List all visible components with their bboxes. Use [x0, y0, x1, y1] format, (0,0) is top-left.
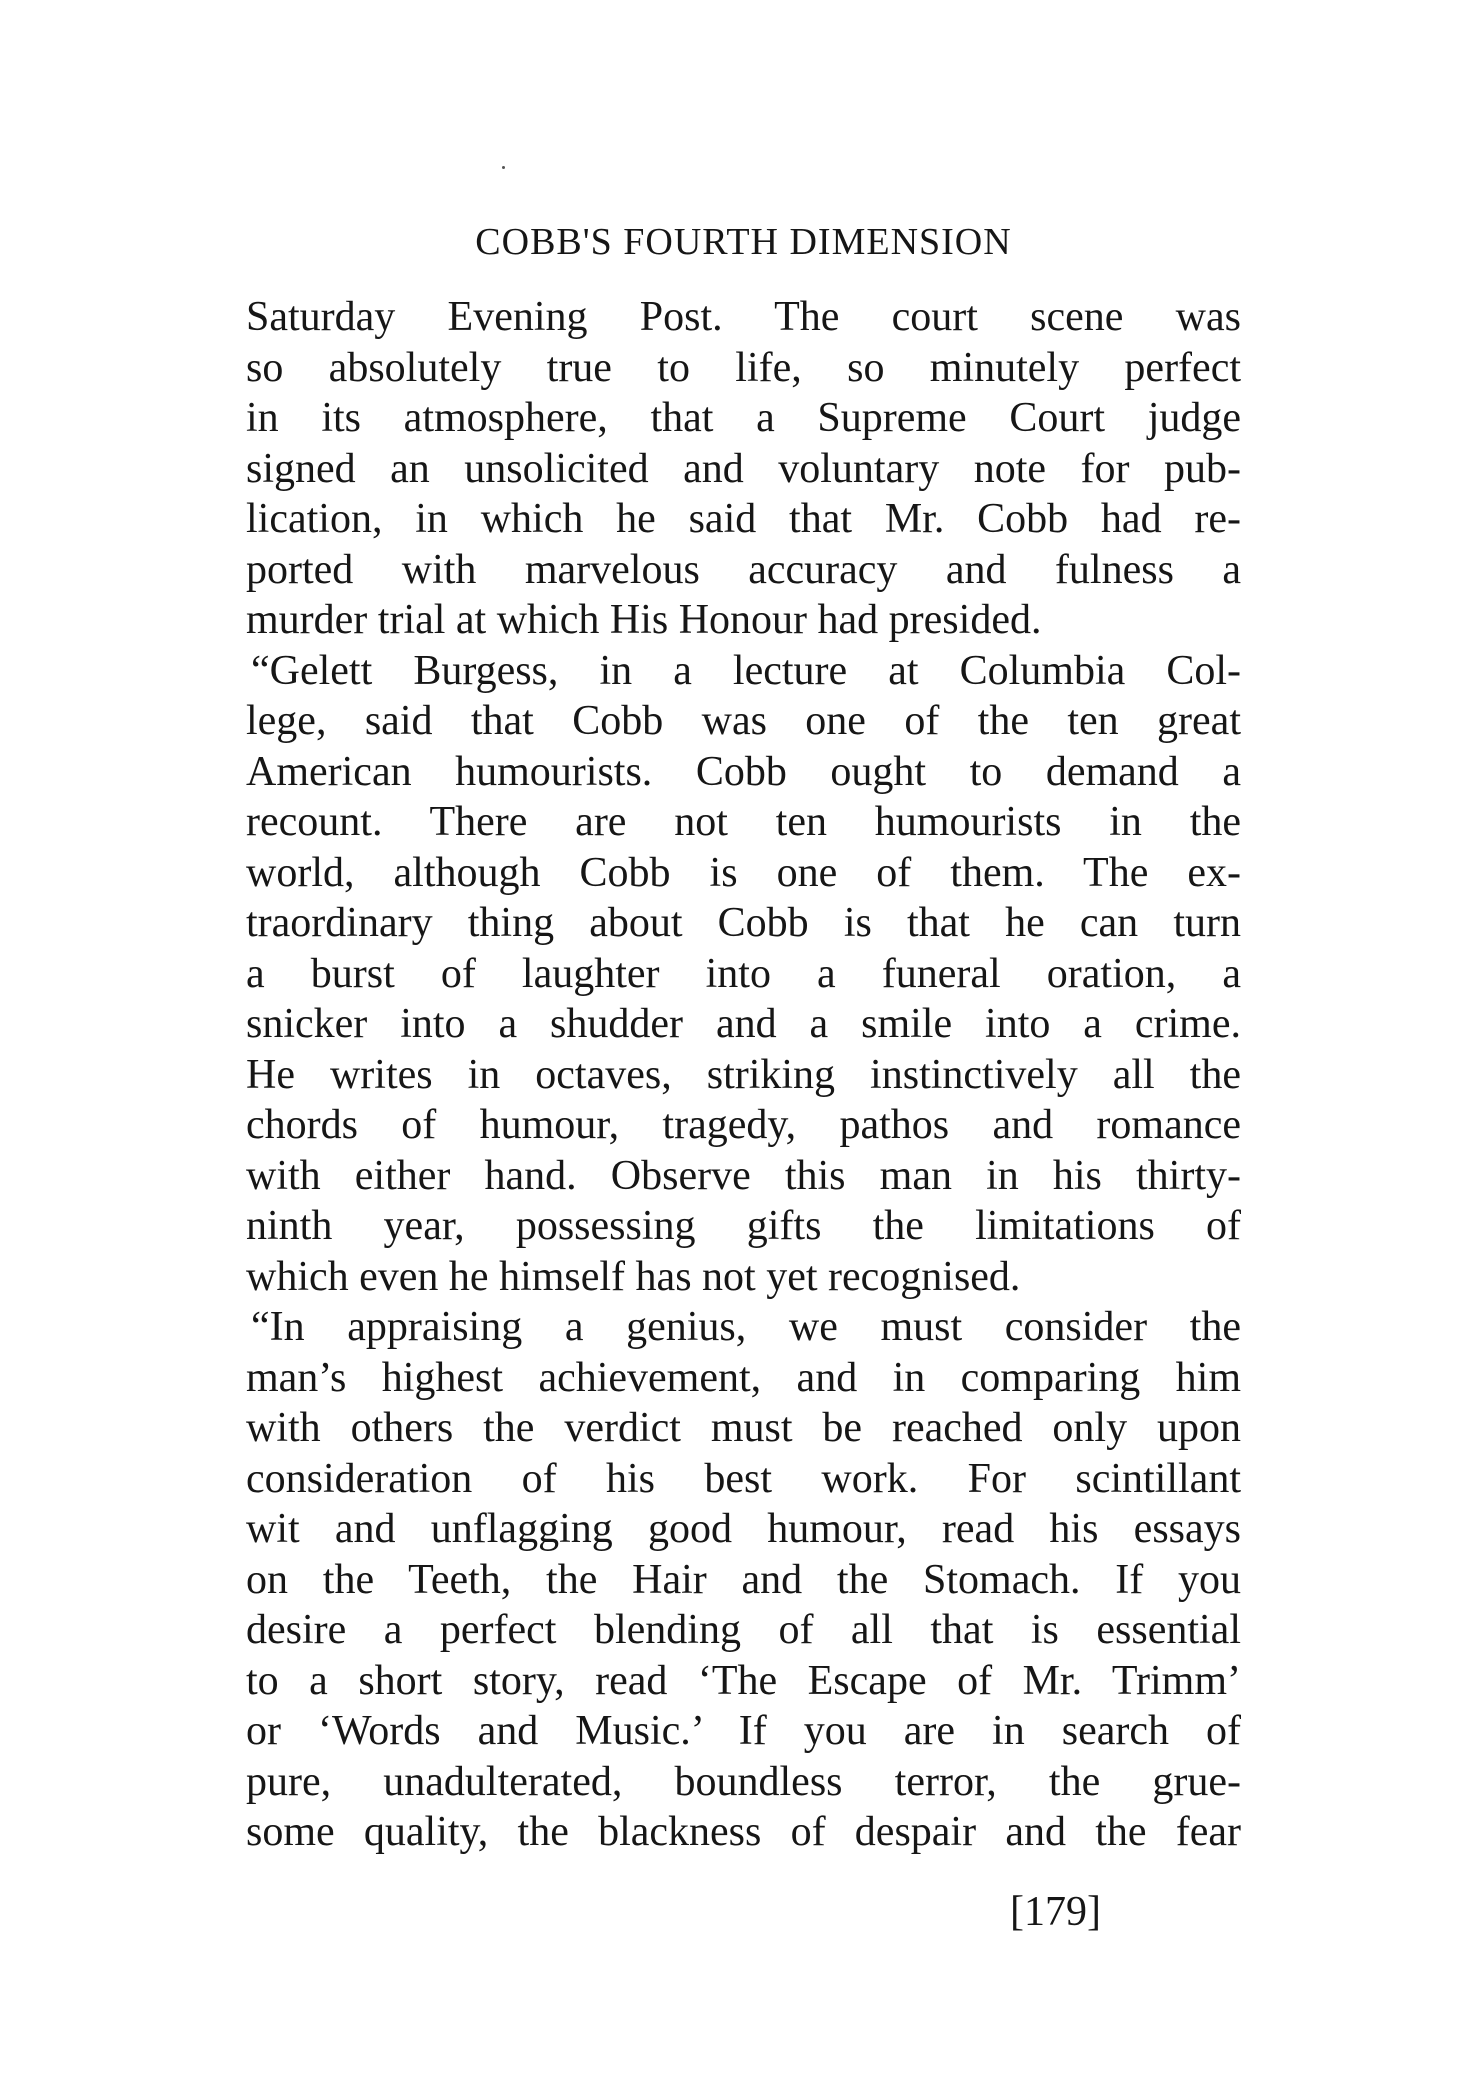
- text-line: or ‘Words and Music.’ If you are in search of: [246, 1708, 1241, 1754]
- print-speck: [502, 166, 505, 169]
- text-line: to a short story, read ‘The Escape of Mr. Trimm’: [246, 1657, 1241, 1704]
- text-line: “In appraising a genius, we must consider the: [251, 1304, 1241, 1350]
- text-line: ninth year, possessing gifts the limitations of: [246, 1203, 1241, 1249]
- text-line: some quality, the blackness of despair and the fear: [246, 1809, 1241, 1855]
- text-line: in its atmosphere, that a Supreme Court judge: [246, 395, 1241, 441]
- text-line: American humourists. Cobb ought to demand a: [246, 748, 1241, 795]
- text-line: traordinary thing about Cobb is that he can turn: [246, 900, 1241, 946]
- text-line: wit and unflagging good humour, read his essays: [246, 1506, 1241, 1552]
- text-line: with either hand. Observe this man in his thirty-: [246, 1152, 1241, 1199]
- paragraph: [246, 292, 1241, 646]
- running-header: COBB'S FOURTH DIMENSION: [475, 221, 1012, 263]
- text-line: world, although Cobb is one of them. The ex-: [246, 849, 1241, 896]
- text-line: chords of humour, tragedy, pathos and romance: [246, 1102, 1241, 1148]
- text-line: ported with marvelous accuracy and fulness a: [246, 546, 1241, 593]
- text-line: consideration of his best work. For scintillant: [246, 1455, 1241, 1502]
- text-line: signed an unsolicited and voluntary note for pub-: [246, 445, 1241, 492]
- text-line: pure, unadulterated, boundless terror, the grue-: [246, 1758, 1241, 1805]
- text-line: “Gelett Burgess, in a lecture at Columbia Col-: [251, 647, 1241, 694]
- text-line: murder trial at which His Honour had presided.: [246, 597, 1042, 643]
- text-line: Saturday Evening Post. The court scene was: [246, 294, 1241, 340]
- text-line: so absolutely true to life, so minutely perfect: [246, 344, 1241, 391]
- text-line: a burst of laughter into a funeral oration, a: [246, 950, 1241, 997]
- text-line: recount. There are not ten humourists in the: [246, 799, 1241, 845]
- text-line: He writes in octaves, striking instinctively all the: [246, 1051, 1241, 1098]
- paragraph: [246, 1302, 1241, 1858]
- body-text: [246, 292, 1241, 1858]
- text-line: lication, in which he said that Mr. Cobb had re-: [246, 496, 1241, 542]
- text-line: with others the verdict must be reached only upon: [246, 1405, 1241, 1451]
- page-number: [179]: [1010, 1889, 1101, 1935]
- paragraph: [246, 646, 1241, 1303]
- text-line: on the Teeth, the Hair and the Stomach. If you: [246, 1556, 1241, 1603]
- text-line: desire a perfect blending of all that is essential: [246, 1607, 1241, 1653]
- text-line: which even he himself has not yet recognised.: [246, 1253, 1021, 1300]
- text-line: man’s highest achievement, and in comparing him: [246, 1354, 1241, 1401]
- text-line: snicker into a shudder and a smile into a crime.: [246, 1001, 1241, 1047]
- text-line: lege, said that Cobb was one of the ten great: [246, 698, 1241, 744]
